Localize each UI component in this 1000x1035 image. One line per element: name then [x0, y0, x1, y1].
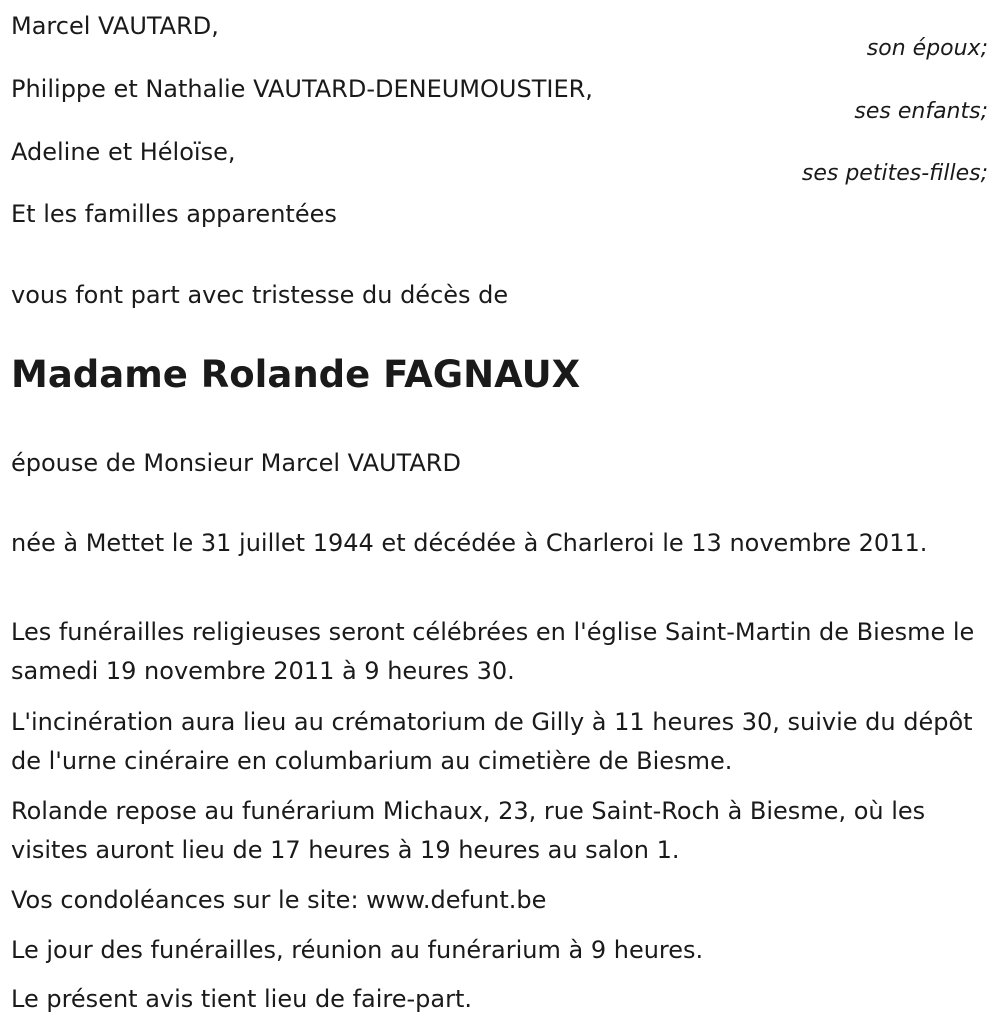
notice-paragraph: Le présent avis tient lieu de faire-part.: [11, 985, 473, 1013]
condolences-paragraph: Vos condoléances sur le site: www.defunt.be: [11, 886, 547, 914]
meeting-paragraph: Le jour des funérailles, réunion au funérarium à 9 heures.: [11, 936, 704, 964]
family-role-2: ses enfants;: [854, 99, 988, 124]
birth-death-paragraph: née à Mettet le 31 juillet 1944 et décédée à Charleroi le 13 novembre 2011.: [11, 529, 928, 557]
family-name-3: Adeline et Héloïse,: [11, 138, 236, 166]
visitation-paragraph: Rolande repose au funérarium Michaux, 23, rue Saint-Roch à Biesme, où les visites auront lieu de 17 heures à 19 heures au salon 1.: [11, 797, 926, 864]
family-name-1: Marcel VAUTARD,: [11, 12, 219, 40]
family-role-3: ses petites-filles;: [801, 161, 988, 186]
spouse-line: épouse de Monsieur Marcel VAUTARD: [11, 449, 461, 477]
deceased-name: Madame Rolande FAGNAUX: [11, 353, 581, 396]
funeral-paragraph: Les funérailles religieuses seront célébrées en l'église Saint-Martin de Biesme le samedi 19 novembre 2011 à 9 heures 30.: [11, 618, 975, 685]
relatives-line: Et les familles apparentées: [11, 200, 337, 228]
family-name-2: Philippe et Nathalie VAUTARD-DENEUMOUSTIER,: [11, 75, 593, 103]
family-role-1: son époux;: [866, 36, 988, 61]
cremation-paragraph: L'incinération aura lieu au crématorium de Gilly à 11 heures 30, suivie du dépôt de l'urne cinéraire en columbarium au cimetière de Biesme.: [11, 708, 973, 775]
intro-line: vous font part avec tristesse du décès de: [11, 281, 509, 309]
